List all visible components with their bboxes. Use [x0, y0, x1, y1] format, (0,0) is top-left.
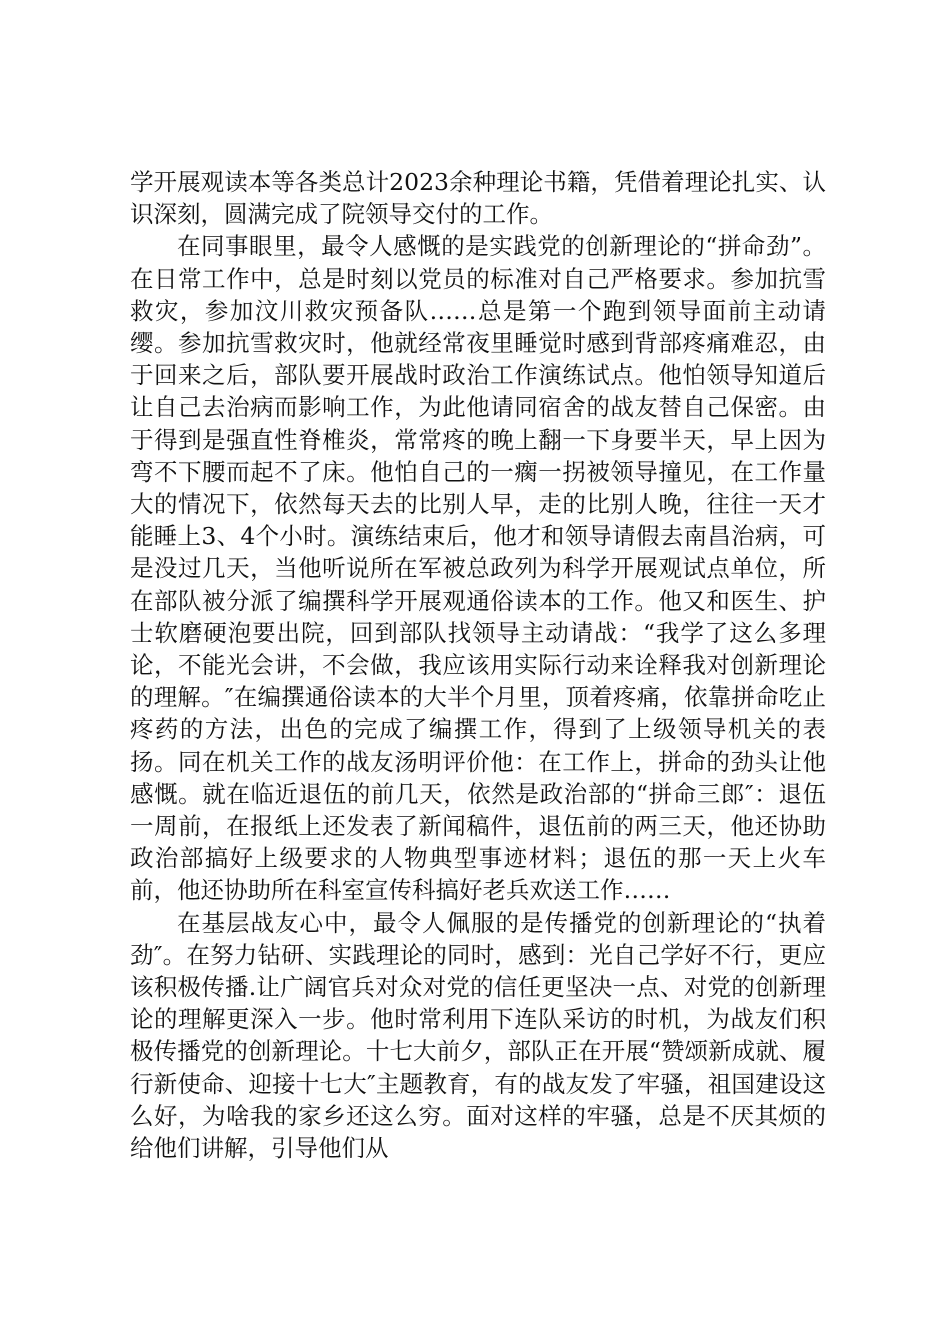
paragraph-continuation: 学开展观读本等各类总计2023余种理论书籍，凭借着理论扎实、认识深刻，圆满完成了院领导交付的工作。	[130, 168, 826, 229]
document-body	[130, 166, 826, 1164]
paragraph-pinming-spirit: 在同事眼里，最令人感慨的是实践党的创新理论的“拼命劲”。在日常工作中，总是时刻以党员的标准对自己严格要求。参加抗雪救灾，参加汶川救灾预备队……总是第一个跑到领导面前主动请缨。参加抗雪救灾时，他就经常夜里睡觉时感到背部疼痛难忍，由于回来之后，部队要开展战时政治工作演练试点。他怕领导知道后让自己去治病而影响工作，为此他请同宿舍的战友替自己保密。由于得到是强直性脊椎炎，常常疼的晚上翻一下身要半天，早上因为弯不下腰而起不了床。他怕自己的一瘸一拐被领导撞见，在工作量大的情况下，依然每天去的比别人早，走的比别人晚，往往一天才能睡上3、4个小时。演练结束后，他才和领导请假去南昌治病，可是没过几天，当他听说所在军被总政列为科学开展观试点单位，所在部队被分派了编撰科学开展观通俗读本的工作。他又和医生、护士软磨硬泡要出院，回到部队找领导主动请战：“我学了这么多理论，不能光会讲，不会做，我应该用实际行动来诠释我对创新理论的理解。″在编撰通俗读本的大半个月里，顶着疼痛，依靠拼命吃止疼药的方法，出色的完成了编撰工作，得到了上级领导机关的表扬。同在机关工作的战友汤明评价他：在工作上，拼命的劲头让他感慨。就在临近退伍的前几天，依然是政治部的“拼命三郎″：退伍一周前，在报纸上还发表了新闻稿件，退伍前的两三天，他还协助政治部搞好上级要求的人物典型事迹材料；退伍的那一天上火车前，他还协助所在科室宣传科搞好老兵欢送工作……	[130, 232, 826, 905]
paragraph-zhizhuo-spirit: 在基层战友心中，最令人佩服的是传播党的创新理论的“执着劲″。在努力钻研、实践理论的同时，感到：光自己学好不行，更应该积极传播.让广阔官兵对众对党的信任更坚决一点、对党的创新理论的理解更深入一步。他时常利用下连队采访的时机，为战友们积极传播党的创新理论。十七大前夕，部队正在开展“赞颂新成就、履行新使命、迎接十七大″主题教育，有的战友发了牢骚，祖国建设这么好，为啥我的家乡还这么穷。面对这样的牢骚，总是不厌其烦的给他们讲解，引导他们从	[130, 908, 826, 1163]
